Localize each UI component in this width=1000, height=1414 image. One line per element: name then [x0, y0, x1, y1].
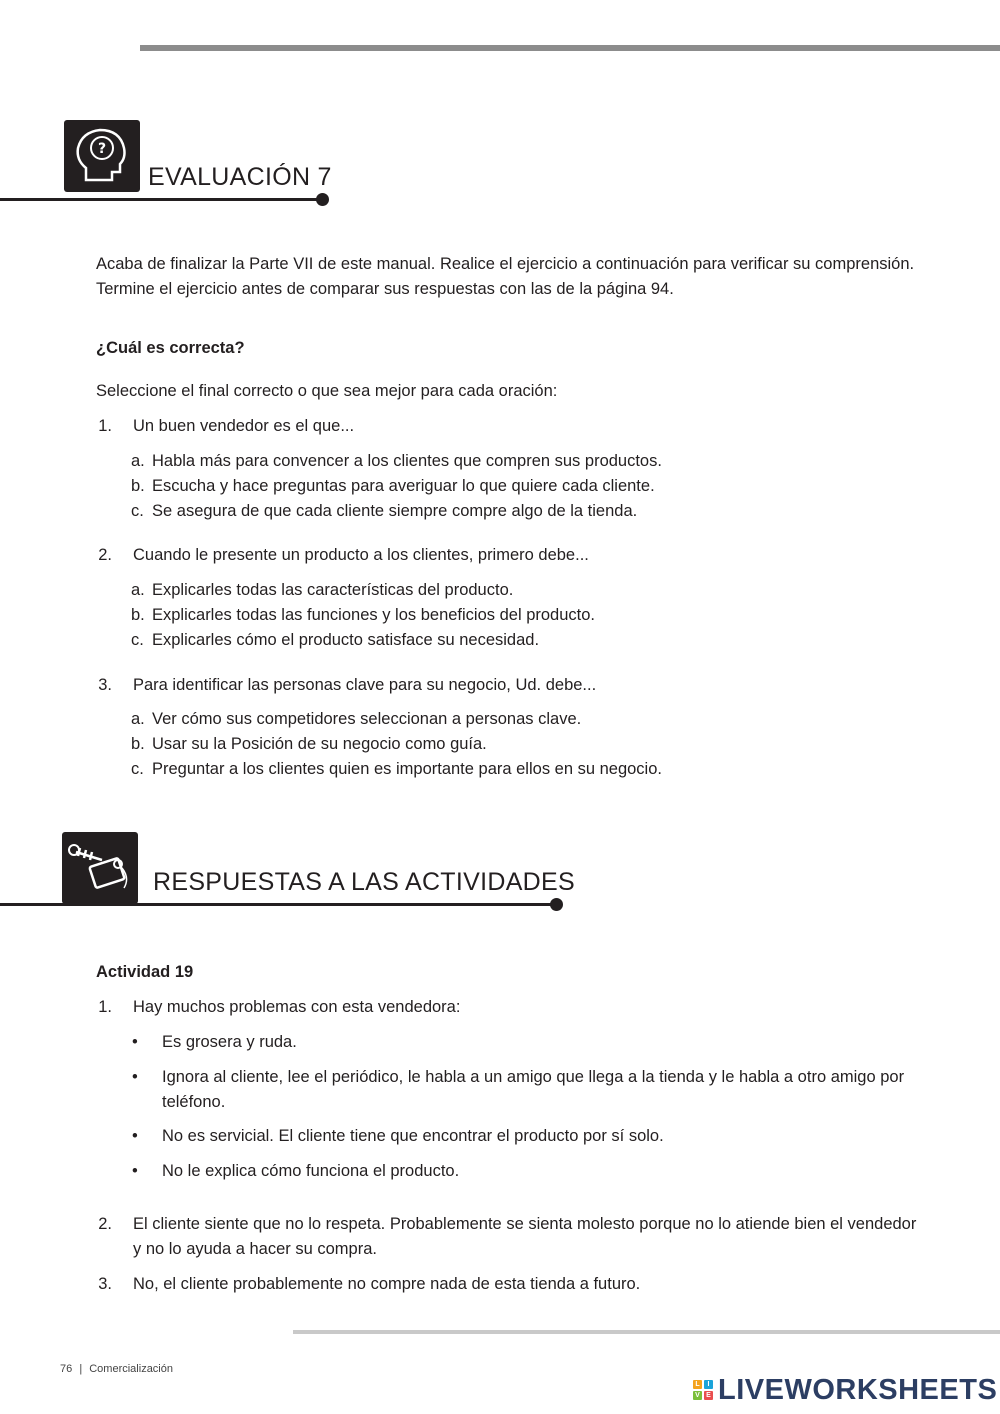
option-letter[interactable]: c. [131, 631, 144, 649]
bullet-text: No es servicial. El cliente tiene que encontrar el producto por sí solo. [162, 1127, 664, 1145]
option-letter[interactable]: c. [131, 760, 144, 778]
answers-rule-dot [550, 898, 563, 911]
bottom-rule [293, 1330, 1000, 1334]
quiz-instruction: Seleccione el final correcto o que sea mejor para cada oración: [96, 382, 558, 400]
option-letter[interactable]: c. [131, 502, 144, 520]
option-text[interactable]: Habla más para convencer a los clientes que compren sus productos. [152, 452, 662, 470]
option-text[interactable]: Explicarles todas las características del producto. [152, 581, 514, 599]
evaluation-rule-dot [316, 193, 329, 206]
logo-letter-i: I [704, 1380, 713, 1389]
answer-text: No, el cliente probablemente no compre nada de esta tienda a futuro. [133, 1275, 641, 1293]
option-text[interactable]: Se asegura de que cada cliente siempre compre algo de la tienda. [152, 502, 638, 520]
question-text: Para identificar las personas clave para su negocio, Ud. debe... [133, 676, 597, 694]
logo-letter-v: V [693, 1391, 702, 1400]
key-tag-icon [62, 832, 138, 904]
page-footer [60, 1363, 173, 1375]
bullet: • [132, 1162, 138, 1180]
question-text: Un buen vendedor es el que... [133, 417, 355, 435]
bullet-text: Ignora al cliente, lee el periódico, le habla a un amigo que llega a la tienda y le habla a otro amigo por [162, 1068, 905, 1086]
liveworksheets-logo[interactable] [693, 1374, 997, 1406]
answer-number: 3. [98, 1275, 112, 1293]
question-text: Cuando le presente un producto a los clientes, primero debe... [133, 546, 589, 564]
answer-number: 2. [98, 1215, 112, 1233]
option-letter[interactable]: a. [131, 581, 145, 599]
question-number: 1. [98, 417, 112, 435]
svg-text:?: ? [97, 141, 107, 157]
answer-text: Hay muchos problemas con esta vendedora: [133, 998, 461, 1016]
option-text[interactable]: Escucha y hace preguntas para averiguar lo que quiere cada cliente. [152, 477, 655, 495]
bullet: • [132, 1127, 138, 1145]
book-title: Comercialización [89, 1363, 173, 1375]
option-text[interactable]: Explicarles cómo el producto satisface su necesidad. [152, 631, 540, 649]
answer-text: El cliente siente que no lo respeta. Probablemente se sienta molesto porque no lo atiende bien el vendedor [133, 1215, 917, 1233]
answer-text-continued: y no lo ayuda a hacer su compra. [133, 1240, 377, 1258]
liveworksheets-logo-text: LIVEWORKSHEETS [718, 1373, 998, 1406]
intro-line-2: Termine el ejercicio antes de comparar sus respuestas con las de la página 94. [96, 280, 674, 298]
bullet-text: Es grosera y ruda. [162, 1033, 297, 1051]
logo-letter-l: L [693, 1380, 702, 1389]
answers-title: RESPUESTAS A LAS ACTIVIDADES [153, 868, 575, 896]
question-number: 2. [98, 546, 112, 564]
liveworksheets-logo-icon [693, 1380, 713, 1400]
quiz-heading: ¿Cuál es correcta? [96, 339, 245, 357]
bullet-text: No le explica cómo funciona el producto. [162, 1162, 460, 1180]
answers-rule [0, 903, 552, 906]
option-letter[interactable]: a. [131, 452, 145, 470]
top-rule [140, 45, 1000, 51]
evaluation-rule [0, 198, 318, 201]
bullet-text-continued: teléfono. [162, 1093, 226, 1111]
activity-heading: Actividad 19 [96, 963, 194, 981]
option-letter[interactable]: a. [131, 710, 145, 728]
option-letter[interactable]: b. [131, 606, 145, 624]
option-letter[interactable]: b. [131, 735, 145, 753]
page-number: 76 [60, 1363, 73, 1375]
bullet: • [132, 1033, 138, 1051]
intro-line-1: Acaba de finalizar la Parte VII de este manual. Realice el ejercicio a continuación para verificar su comprensión. [96, 255, 915, 273]
question-number: 3. [98, 676, 112, 694]
evaluation-title: EVALUACIÓN 7 [148, 163, 332, 191]
footer-separator: | [79, 1363, 83, 1375]
answer-number: 1. [98, 998, 112, 1016]
option-text[interactable]: Explicarles todas las funciones y los beneficios del producto. [152, 606, 595, 624]
option-text[interactable]: Preguntar a los clientes quien es importante para ellos en su negocio. [152, 760, 662, 778]
bullet: • [132, 1068, 138, 1086]
option-text[interactable]: Ver cómo sus competidores seleccionan a personas clave. [152, 710, 582, 728]
brain-question-icon [64, 120, 140, 192]
logo-letter-e: E [704, 1391, 713, 1400]
option-text[interactable]: Usar su la Posición de su negocio como guía. [152, 735, 487, 753]
option-letter[interactable]: b. [131, 477, 145, 495]
